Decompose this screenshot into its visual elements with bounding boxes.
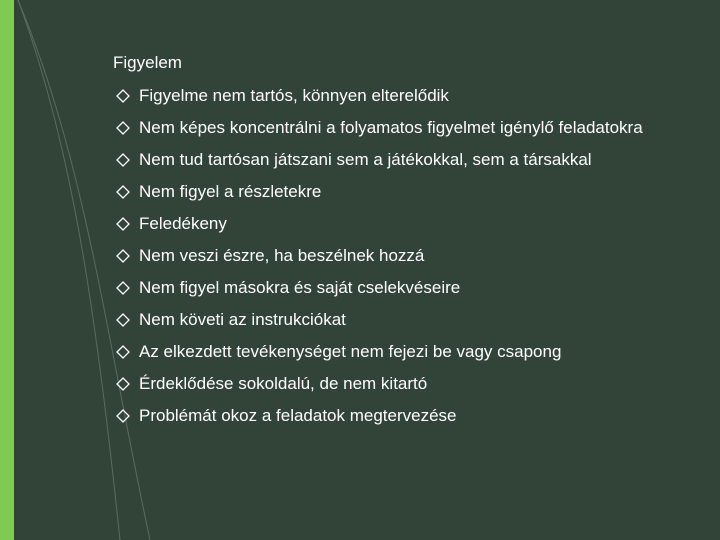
list-item-text: Nem figyel másokra és saját cselekvéseire — [139, 278, 461, 297]
diamond-outline-icon — [116, 153, 130, 167]
diamond-outline-icon — [116, 249, 130, 263]
list-item-text: Az elkezdett tevékenységet nem fejezi be vagy csapong — [139, 342, 562, 361]
diamond-outline-icon — [116, 409, 130, 423]
list-item — [113, 405, 693, 427]
list-item-text: Feledékeny — [139, 214, 227, 233]
list-item-text: Nem veszi észre, ha beszélnek hozzá — [139, 246, 425, 265]
slide-content — [113, 52, 693, 437]
list-item — [113, 213, 693, 235]
diamond-outline-icon — [116, 89, 130, 103]
list-item — [113, 277, 693, 299]
bullet-list — [113, 85, 693, 427]
list-item-text: Nem képes koncentrálni a folyamatos figyelmet igénylő feladatokra — [139, 118, 643, 137]
slide-heading: Figyelem — [113, 53, 182, 72]
diamond-outline-icon — [116, 313, 130, 327]
diamond-outline-icon — [116, 217, 130, 231]
list-item-text: Nem követi az instrukciókat — [139, 310, 346, 329]
list-item — [113, 309, 693, 331]
list-item — [113, 85, 693, 107]
list-item-text: Nem tud tartósan játszani sem a játékokkal, sem a társakkal — [139, 150, 592, 169]
list-item — [113, 181, 693, 203]
diamond-outline-icon — [116, 185, 130, 199]
list-item — [113, 149, 693, 171]
list-item — [113, 341, 693, 363]
diamond-outline-icon — [116, 121, 130, 135]
list-item-text: Figyelme nem tartós, könnyen elterelődik — [139, 86, 449, 105]
list-item — [113, 117, 693, 139]
list-item-text: Problémát okoz a feladatok megtervezése — [139, 406, 457, 425]
list-item-text: Érdeklődése sokoldalú, de nem kitartó — [139, 374, 428, 393]
list-item — [113, 373, 693, 395]
list-item — [113, 245, 693, 267]
list-item-text: Nem figyel a részletekre — [139, 182, 322, 201]
accent-bar — [0, 0, 14, 540]
diamond-outline-icon — [116, 377, 130, 391]
diamond-outline-icon — [116, 345, 130, 359]
diamond-outline-icon — [116, 281, 130, 295]
